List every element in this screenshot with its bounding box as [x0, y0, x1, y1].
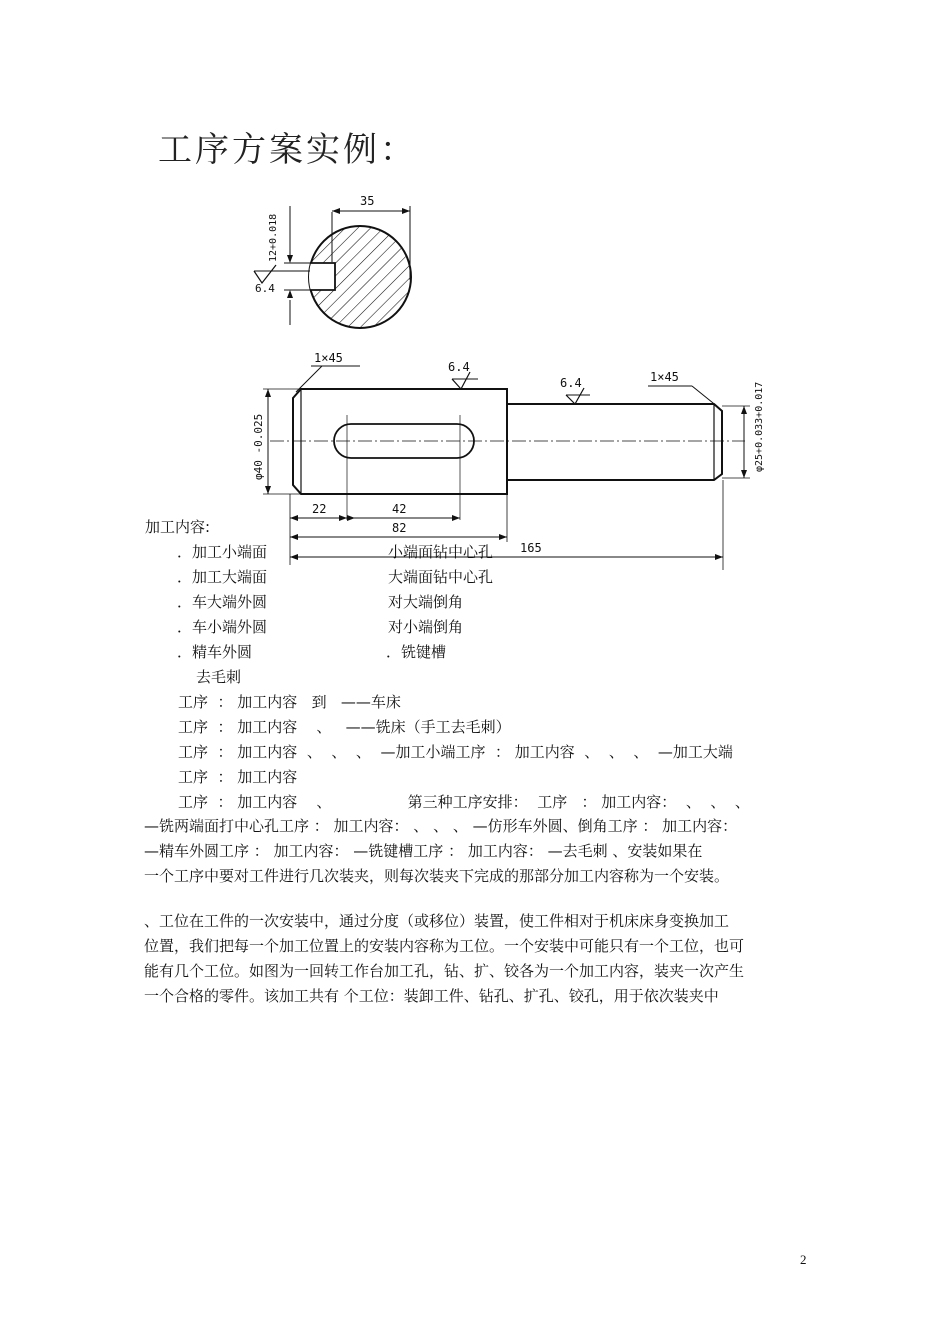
item-left-5: ．精车外圆	[177, 643, 253, 661]
item-deburr: 去毛刺	[196, 668, 242, 686]
page-number: 2	[800, 1252, 807, 1267]
dim-82-label: 82	[392, 521, 407, 535]
dim-42-label: 42	[392, 502, 407, 516]
dia-small-label: φ25+0.033+0.017	[754, 381, 765, 472]
chamfer-left-label: 1×45	[314, 351, 343, 365]
dia-big-label: φ40 -0.025	[252, 413, 265, 480]
item-left-2: ．加工大端面	[177, 568, 268, 586]
item-right-2: 大端面钻中心孔	[388, 568, 494, 586]
section-roughness-label: 6.4	[255, 282, 275, 295]
cross-section-view	[254, 194, 411, 328]
roughness-big-label: 6.4	[448, 360, 470, 374]
paragraph-line: —精车外圆工序 ： 加工内容： —铣键槽工序 ： 加工内容： —去毛刺 、安装如果在	[144, 842, 703, 860]
dim-12-label: 12+0.018	[268, 213, 279, 262]
item-left-4: ．车小端外圆	[177, 618, 268, 636]
paragraph-line: 一个合格的零件。该加工共有 个工位：装卸工件、钻孔、扩孔、铰孔，用于依次装夹中	[144, 987, 719, 1005]
roughness-small-label: 6.4	[560, 376, 582, 390]
process-line-4: 工序 ： 加工内容	[178, 768, 298, 786]
paragraph-line: —铣两端面打中心孔工序 ： 加工内容： 、 、 、 —仿形车外圆、倒角工序 ： 加工内容：	[144, 817, 738, 835]
process-line-2: 工序 ： 加工内容 、 ——铣床（手工去毛刺）	[178, 718, 511, 736]
process-line-5: 工序 ： 加工内容 、 第三种工序安排： 工序 ： 加工内容： 、 、 、	[178, 793, 750, 811]
item-right-4: 对小端倒角	[388, 618, 464, 636]
paragraph-line: 位置，我们把每一个加工位置上的安装内容称为工位。一个安装中可能只有一个工位，也可	[144, 937, 745, 955]
process-line-3: 工序 ： 加工内容 、 、 、 —加工小端工序 ： 加工内容 、 、 、 —加工大端	[178, 743, 733, 761]
paragraph-line: 能有几个工位。如图为一回转工作台加工孔，钻、扩、铰各为一个加工内容，装夹一次产生	[144, 962, 745, 980]
content-heading: 加工内容:	[145, 518, 211, 536]
chamfer-right-label: 1×45	[650, 370, 679, 384]
process-line-1: 工序 ： 加工内容 到 ——车床	[178, 693, 401, 711]
paragraph-workstation	[144, 909, 809, 1009]
dim-165-label: 165	[520, 541, 542, 555]
paragraph-line: 一个工序中要对工件进行几次装夹，则每次装夹下完成的那部分加工内容称为一个安装。	[144, 867, 730, 885]
item-left-1: ．加工小端面	[177, 543, 268, 561]
paragraph-installation	[144, 814, 809, 889]
item-left-3: ．车大端外圆	[177, 593, 268, 611]
item-right-1: 小端面钻中心孔	[388, 543, 494, 561]
section-title: 工序方案实例：	[158, 130, 417, 170]
dim-22-label: 22	[312, 502, 327, 516]
shaft-drawing	[0, 0, 950, 600]
paragraph-line: 、工位在工件的一次安装中，通过分度（或移位）装置，使工件相对于机床床身变换加工	[144, 912, 730, 930]
item-right-5: ．铣键槽	[386, 643, 447, 661]
shaft-front-view	[252, 351, 765, 570]
item-right-3: 对大端倒角	[388, 593, 464, 611]
dim-35-label: 35	[360, 194, 375, 208]
